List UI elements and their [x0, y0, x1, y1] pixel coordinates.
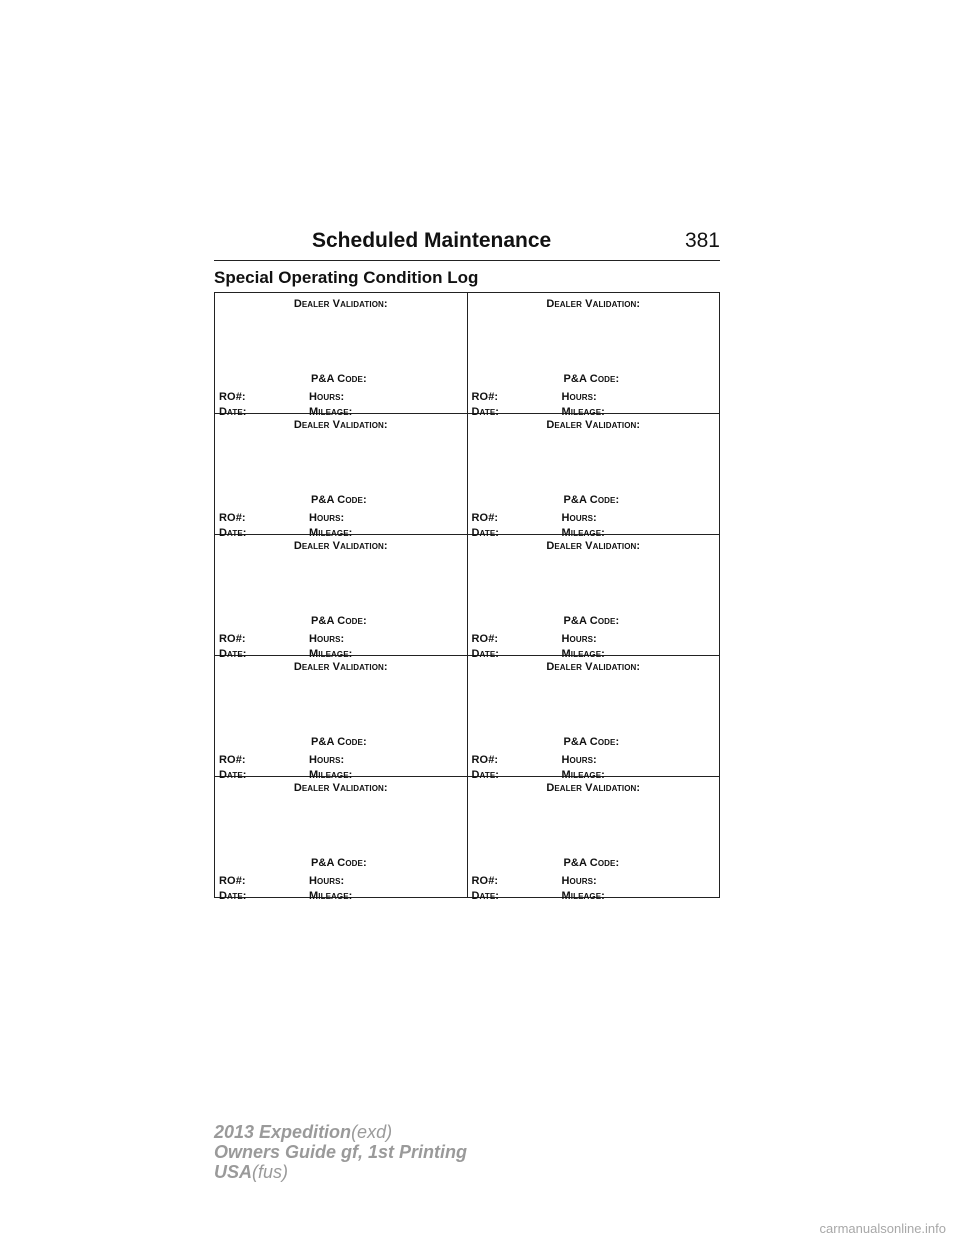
pa-code-label: P&A Code: — [563, 857, 620, 869]
date-label: Date: — [471, 648, 500, 660]
hours-label: Hours: — [309, 754, 345, 766]
page-header — [214, 228, 720, 261]
log-box — [215, 535, 468, 660]
date-label: Date: — [471, 890, 500, 902]
pa-code-label: P&A Code: — [563, 494, 620, 506]
log-box — [467, 656, 720, 781]
pa-code-label: P&A Code: — [311, 736, 367, 748]
page-number: 381 — [684, 229, 720, 252]
pa-code-label: P&A Code: — [311, 857, 367, 869]
ro-label: RO#: — [219, 875, 246, 887]
footer-line-3 — [214, 1162, 467, 1182]
footer-line-2 — [214, 1142, 467, 1162]
footer-model: 2013 Expedition — [214, 1122, 352, 1142]
ro-label: RO#: — [219, 633, 246, 645]
pa-code-label: P&A Code: — [563, 615, 620, 627]
mileage-label: Mileage: — [309, 769, 353, 781]
pa-code-label: P&A Code: — [311, 615, 367, 627]
log-box — [467, 414, 720, 539]
dealer-validation-label: Dealer Validation: — [293, 782, 388, 794]
dealer-validation-label: Dealer Validation: — [293, 661, 388, 673]
dealer-validation-label: Dealer Validation: — [293, 298, 388, 310]
ro-label: RO#: — [471, 633, 499, 645]
date-label: Date: — [471, 406, 500, 418]
section-title: Special Operating Condition Log — [214, 268, 479, 287]
mileage-label: Mileage: — [561, 648, 605, 660]
hours-label: Hours: — [561, 875, 597, 887]
dealer-validation-label: Dealer Validation: — [293, 540, 388, 552]
pa-code-label: P&A Code: — [563, 736, 620, 748]
hours-label: Hours: — [309, 875, 345, 887]
ro-label: RO#: — [471, 754, 499, 766]
dealer-validation-label: Dealer Validation: — [546, 661, 641, 673]
ro-label: RO#: — [471, 391, 499, 403]
pa-code-label: P&A Code: — [311, 373, 367, 385]
date-label: Date: — [219, 527, 247, 539]
special-operating-condition-log-table — [214, 292, 720, 902]
log-row — [215, 293, 720, 414]
log-box — [215, 777, 468, 902]
mileage-label: Mileage: — [561, 890, 605, 902]
footer-market-code: (fus) — [252, 1162, 289, 1182]
mileage-label: Mileage: — [309, 406, 353, 418]
hours-label: Hours: — [561, 633, 597, 645]
ro-label: RO#: — [219, 512, 246, 524]
footer-line-1 — [214, 1122, 467, 1142]
date-label: Date: — [219, 648, 247, 660]
ro-label: RO#: — [219, 391, 246, 403]
log-row — [215, 656, 720, 777]
print-footer — [214, 1122, 467, 1182]
mileage-label: Mileage: — [561, 406, 605, 418]
mileage-label: Mileage: — [309, 890, 353, 902]
ro-label: RO#: — [471, 875, 499, 887]
mileage-label: Mileage: — [309, 648, 353, 660]
mileage-label: Mileage: — [561, 769, 605, 781]
log-box — [215, 414, 468, 539]
log-box — [467, 293, 720, 418]
footer-guide: Owners Guide gf, 1st Printing — [214, 1142, 468, 1162]
log-row — [215, 777, 720, 898]
hours-label: Hours: — [309, 391, 345, 403]
date-label: Date: — [471, 527, 500, 539]
dealer-validation-label: Dealer Validation: — [546, 782, 641, 794]
log-row — [215, 535, 720, 656]
hours-label: Hours: — [309, 633, 345, 645]
date-label: Date: — [219, 406, 247, 418]
page-title: Scheduled Maintenance — [312, 229, 552, 252]
footer-model-code: (exd) — [351, 1122, 393, 1142]
log-box — [215, 656, 468, 781]
ro-label: RO#: — [471, 512, 499, 524]
dealer-validation-label: Dealer Validation: — [546, 419, 641, 431]
footer-market: USA — [214, 1162, 253, 1182]
hours-label: Hours: — [561, 391, 597, 403]
hours-label: Hours: — [561, 754, 597, 766]
site-watermark: carmanualsonline.info — [819, 1221, 946, 1236]
date-label: Date: — [471, 769, 500, 781]
date-label: Date: — [219, 769, 247, 781]
hours-label: Hours: — [561, 512, 597, 524]
log-row — [215, 414, 720, 535]
pa-code-label: P&A Code: — [563, 373, 620, 385]
ro-label: RO#: — [219, 754, 246, 766]
date-label: Date: — [219, 890, 247, 902]
log-box — [215, 293, 468, 418]
hours-label: Hours: — [309, 512, 345, 524]
dealer-validation-label: Dealer Validation: — [546, 298, 641, 310]
dealer-validation-label: Dealer Validation: — [546, 540, 641, 552]
mileage-label: Mileage: — [561, 527, 605, 539]
mileage-label: Mileage: — [309, 527, 353, 539]
pa-code-label: P&A Code: — [311, 494, 367, 506]
log-box — [467, 535, 720, 660]
log-box — [467, 777, 720, 902]
dealer-validation-label: Dealer Validation: — [293, 419, 388, 431]
